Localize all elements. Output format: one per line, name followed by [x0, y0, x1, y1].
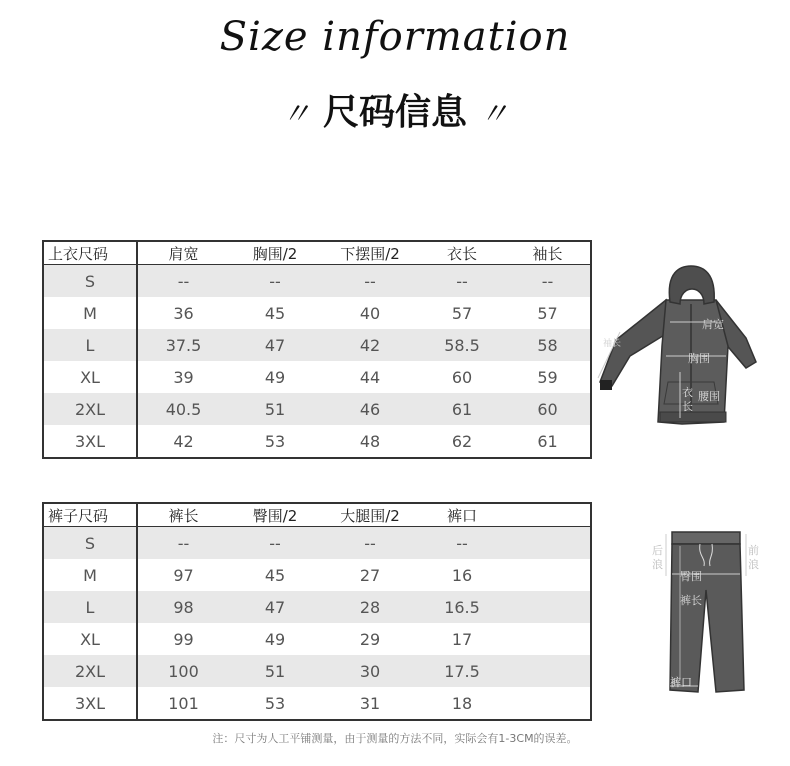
size-label-cell: M	[43, 297, 137, 329]
cell-thigh: 30	[321, 655, 419, 687]
cell-leg-opening: 18	[451, 693, 473, 713]
cell-hip: 51	[229, 655, 321, 687]
cell-hip: 49	[264, 629, 286, 649]
cell-length: 98	[137, 591, 229, 623]
title-cn-text: 尺码信息	[322, 92, 467, 133]
cell-thigh: 29	[359, 629, 381, 649]
size-label-cell: M	[43, 559, 137, 591]
table-row	[43, 297, 591, 329]
cell-sleeve: 61	[537, 431, 558, 451]
header-chest: 胸围/2	[229, 241, 321, 265]
cell-chest: 47	[229, 329, 321, 361]
top-size-table	[42, 240, 592, 459]
pants-front-rise-label-top: 前	[748, 544, 759, 557]
table-row	[43, 425, 591, 458]
quote-mark-left: 〃	[280, 97, 311, 132]
cell-length: 62	[451, 431, 473, 451]
table-row	[43, 687, 591, 720]
size-label-cell: 3XL	[43, 425, 137, 458]
header-length: 裤长	[137, 503, 229, 527]
hoodie-length-label-bottom: 长	[682, 400, 693, 413]
hoodie-length-label-top: 衣	[682, 386, 693, 399]
cell-shoulder: 37.5	[137, 329, 229, 361]
cell-length: 100	[137, 655, 229, 687]
size-label-cell: 2XL	[43, 655, 137, 687]
title-script: Size information	[219, 14, 571, 60]
table-row	[43, 623, 591, 655]
cell-shoulder: 42	[173, 431, 194, 451]
size-label-cell: XL	[43, 623, 137, 655]
cell-length: 101	[168, 693, 199, 713]
pants-front-rise-label-bottom: 浪	[748, 558, 759, 571]
cell-length: --	[419, 265, 505, 298]
cell-sleeve: 59	[537, 367, 558, 387]
cell-blank	[505, 623, 591, 655]
size-label-cell: L	[43, 329, 137, 361]
header-leg-opening: 裤口	[419, 503, 505, 527]
cell-blank	[505, 687, 591, 720]
cell-sleeve: --	[505, 265, 591, 298]
size-label-cell: XL	[43, 361, 137, 393]
pants-back-rise-label-bottom: 浪	[652, 558, 663, 571]
header-top-size: 上衣尺码	[43, 241, 137, 265]
cell-chest: 53	[264, 431, 286, 451]
table-row	[43, 361, 591, 393]
cell-hem: --	[321, 265, 419, 298]
cell-chest: 51	[229, 393, 321, 425]
cell-chest: 45	[264, 303, 286, 323]
header-pants-size: 裤子尺码	[43, 503, 137, 527]
cell-thigh: 27	[359, 565, 381, 585]
pants-back-rise-label-top: 后	[652, 544, 663, 557]
quote-mark-right: 〃	[479, 97, 509, 132]
pants-hem-label: 裤口	[670, 676, 692, 689]
pants-hip-label: 臀围	[680, 570, 702, 583]
pants-illustration	[650, 530, 762, 698]
cell-hip: --	[229, 527, 321, 560]
header-sleeve: 袖长	[505, 241, 591, 265]
cell-leg-opening: 17.5	[419, 655, 505, 687]
table-row	[43, 559, 591, 591]
cell-length: 61	[419, 393, 505, 425]
cell-chest: --	[229, 265, 321, 298]
cell-blank	[505, 527, 591, 560]
cell-length: 99	[173, 629, 194, 649]
header-blank	[505, 503, 591, 527]
table-row	[43, 655, 591, 687]
cell-length: 60	[451, 367, 473, 387]
header-length: 衣长	[419, 241, 505, 265]
hoodie-sleeve-label: 袖长	[603, 339, 622, 349]
header-hem: 下摆围/2	[321, 241, 419, 265]
cell-blank	[505, 591, 591, 623]
cell-leg-opening: 17	[451, 629, 473, 649]
header-shoulder: 肩宽	[137, 241, 229, 265]
cell-hem: 48	[359, 431, 381, 451]
table-header-row	[43, 241, 591, 265]
hoodie-waist-label: 腰围	[698, 390, 720, 403]
hoodie-shoulder-label: 肩宽	[702, 318, 724, 331]
pants-size-table	[42, 502, 592, 721]
cell-length: --	[137, 527, 229, 560]
cell-leg-opening: 16.5	[419, 591, 505, 623]
table-row	[43, 329, 591, 361]
cell-thigh: --	[321, 527, 419, 560]
cell-blank	[505, 559, 591, 591]
cell-hem: 46	[321, 393, 419, 425]
cell-shoulder: 40.5	[137, 393, 229, 425]
cell-hem: 44	[359, 367, 381, 387]
cell-length: 57	[451, 303, 473, 323]
size-label-cell: 2XL	[43, 393, 137, 425]
cell-sleeve: 57	[537, 303, 558, 323]
cell-sleeve: 58	[505, 329, 591, 361]
table-row	[43, 527, 591, 560]
cell-sleeve: 60	[505, 393, 591, 425]
title-cn	[0, 84, 790, 135]
cell-leg-opening: --	[419, 527, 505, 560]
cell-length: 97	[173, 565, 194, 585]
header-thigh: 大腿围/2	[321, 503, 419, 527]
table-row	[43, 393, 591, 425]
hoodie-chest-label: 胸围	[688, 352, 710, 365]
table-row	[43, 265, 591, 298]
hoodie-illustration	[596, 262, 764, 432]
size-label-cell: 3XL	[43, 687, 137, 720]
cell-thigh: 31	[359, 693, 381, 713]
measurement-note: 注：尺寸为人工平铺测量，由于测量的方法不同，实际会有1-3CM的误差。	[212, 732, 578, 745]
pants-length-label: 裤长	[680, 594, 702, 607]
cell-shoulder: 39	[173, 367, 194, 387]
cell-blank	[505, 655, 591, 687]
table-header-row	[43, 503, 591, 527]
cell-leg-opening: 16	[451, 565, 473, 585]
cell-length: 58.5	[419, 329, 505, 361]
size-label-cell: L	[43, 591, 137, 623]
table-row	[43, 591, 591, 623]
cell-hip: 45	[264, 565, 286, 585]
cell-hem: 42	[321, 329, 419, 361]
cell-hem: 40	[359, 303, 381, 323]
size-label-cell: S	[43, 527, 137, 560]
cell-shoulder: 36	[173, 303, 194, 323]
cell-chest: 49	[264, 367, 286, 387]
cell-shoulder: --	[137, 265, 229, 298]
cell-hip: 47	[229, 591, 321, 623]
header-hip: 臀围/2	[229, 503, 321, 527]
cell-hip: 53	[264, 693, 286, 713]
cell-thigh: 28	[321, 591, 419, 623]
size-label-cell: S	[43, 265, 137, 298]
